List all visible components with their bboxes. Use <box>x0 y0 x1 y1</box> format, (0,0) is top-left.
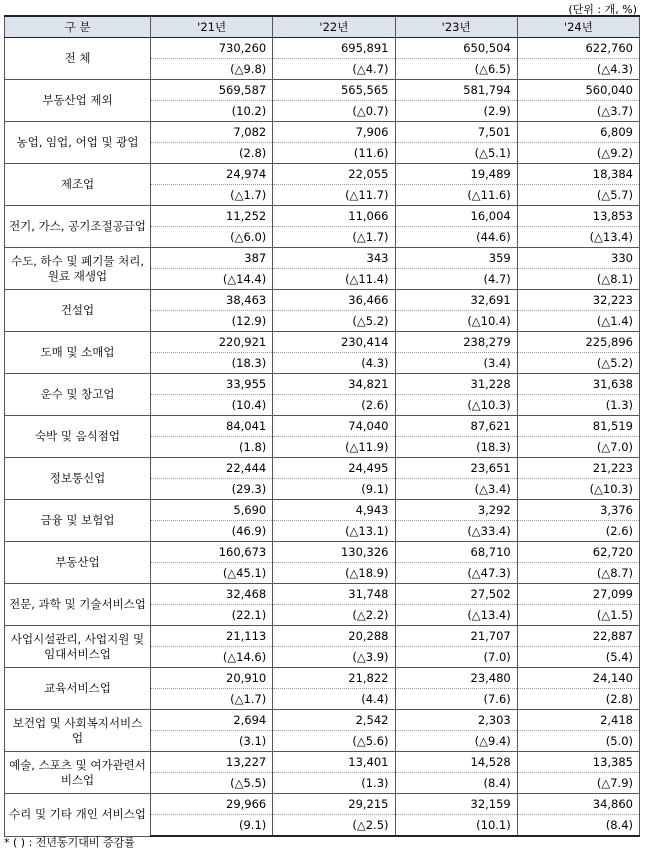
count-value: 581,794 <box>395 80 517 101</box>
change-rate-value: (4.7) <box>395 269 517 290</box>
industry-label: 수도, 하수 및 폐기물 처리, 원료 재생업 <box>5 248 151 290</box>
count-value: 81,519 <box>517 416 639 437</box>
change-rate-value: (△0.7) <box>273 101 395 122</box>
count-value: 22,055 <box>273 164 395 185</box>
change-rate-value: (△7.9) <box>517 773 639 794</box>
table-row <box>5 332 640 353</box>
change-rate-value: (2.8) <box>151 143 273 164</box>
change-rate-value: (△11.9) <box>273 437 395 458</box>
industry-label: 예술, 스포츠 및 여가관련서비스업 <box>5 752 151 794</box>
change-rate-value: (3.1) <box>151 731 273 752</box>
count-value: 38,463 <box>151 290 273 311</box>
count-value: 2,418 <box>517 710 639 731</box>
count-value: 24,495 <box>273 458 395 479</box>
change-rate-value: (△10.3) <box>395 395 517 416</box>
count-value: 16,004 <box>395 206 517 227</box>
change-rate-value: (△5.5) <box>151 773 273 794</box>
count-value: 84,041 <box>151 416 273 437</box>
count-value: 32,468 <box>151 584 273 605</box>
count-value: 11,066 <box>273 206 395 227</box>
change-rate-value: (△11.6) <box>395 185 517 206</box>
count-value: 695,891 <box>273 38 395 59</box>
count-value: 33,955 <box>151 374 273 395</box>
count-value: 29,215 <box>273 794 395 815</box>
change-rate-value: (8.4) <box>517 815 639 837</box>
change-rate-value: (△3.7) <box>517 101 639 122</box>
change-rate-value: (△4.7) <box>273 59 395 80</box>
year-header: '23년 <box>395 16 517 38</box>
change-rate-value: (△1.7) <box>151 185 273 206</box>
change-rate-value: (2.9) <box>395 101 517 122</box>
table-row <box>5 626 640 647</box>
count-value: 6,809 <box>517 122 639 143</box>
statistics-table <box>4 15 640 837</box>
change-rate-value: (△10.3) <box>517 479 639 500</box>
industry-label: 교육서비스업 <box>5 668 151 710</box>
change-rate-value: (△5.2) <box>273 311 395 332</box>
count-value: 34,821 <box>273 374 395 395</box>
industry-label: 농업, 임업, 어업 및 광업 <box>5 122 151 164</box>
table-row <box>5 710 640 731</box>
count-value: 20,288 <box>273 626 395 647</box>
change-rate-value: (△5.1) <box>395 143 517 164</box>
count-value: 31,638 <box>517 374 639 395</box>
industry-label: 금융 및 보험업 <box>5 500 151 542</box>
year-header: '24년 <box>517 16 639 38</box>
table-row <box>5 752 640 773</box>
count-value: 23,651 <box>395 458 517 479</box>
change-rate-value: (△2.2) <box>273 605 395 626</box>
industry-label: 부동산업 <box>5 542 151 584</box>
count-value: 21,822 <box>273 668 395 689</box>
change-rate-value: (△2.5) <box>273 815 395 837</box>
change-rate-value: (△3.9) <box>273 647 395 668</box>
count-value: 560,040 <box>517 80 639 101</box>
industry-label: 운수 및 창고업 <box>5 374 151 416</box>
count-value: 68,710 <box>395 542 517 563</box>
change-rate-value: (12.9) <box>151 311 273 332</box>
change-rate-value: (10.1) <box>395 815 517 837</box>
count-value: 87,621 <box>395 416 517 437</box>
count-value: 359 <box>395 248 517 269</box>
change-rate-value: (1.3) <box>517 395 639 416</box>
count-value: 730,260 <box>151 38 273 59</box>
change-rate-value: (10.2) <box>151 101 273 122</box>
change-rate-value: (18.3) <box>395 437 517 458</box>
count-value: 2,303 <box>395 710 517 731</box>
count-value: 14,528 <box>395 752 517 773</box>
count-value: 27,099 <box>517 584 639 605</box>
change-rate-value: (△13.4) <box>395 605 517 626</box>
count-value: 36,466 <box>273 290 395 311</box>
change-rate-value: (△9.2) <box>517 143 639 164</box>
change-rate-value: (10.4) <box>151 395 273 416</box>
change-rate-value: (△18.9) <box>273 563 395 584</box>
change-rate-value: (1.3) <box>273 773 395 794</box>
change-rate-value: (△1.7) <box>151 689 273 710</box>
change-rate-value: (22.1) <box>151 605 273 626</box>
change-rate-value: (△9.8) <box>151 59 273 80</box>
table-body <box>5 38 640 837</box>
change-rate-value: (△10.4) <box>395 311 517 332</box>
change-rate-value: (△45.1) <box>151 563 273 584</box>
industry-label: 보건업 및 사회복지서비스업 <box>5 710 151 752</box>
count-value: 74,040 <box>273 416 395 437</box>
count-value: 387 <box>151 248 273 269</box>
industry-label: 수리 및 기타 개인 서비스업 <box>5 794 151 837</box>
change-rate-value: (△5.7) <box>517 185 639 206</box>
count-value: 24,974 <box>151 164 273 185</box>
count-value: 650,504 <box>395 38 517 59</box>
count-value: 32,223 <box>517 290 639 311</box>
count-value: 225,896 <box>517 332 639 353</box>
change-rate-value: (△47.3) <box>395 563 517 584</box>
count-value: 32,159 <box>395 794 517 815</box>
count-value: 13,227 <box>151 752 273 773</box>
count-value: 32,691 <box>395 290 517 311</box>
count-value: 2,542 <box>273 710 395 731</box>
table-row <box>5 248 640 269</box>
industry-label: 도매 및 소매업 <box>5 332 151 374</box>
table-row <box>5 416 640 437</box>
count-value: 3,376 <box>517 500 639 521</box>
table-row <box>5 584 640 605</box>
change-rate-value: (△4.3) <box>517 59 639 80</box>
change-rate-value: (4.4) <box>273 689 395 710</box>
count-value: 13,401 <box>273 752 395 773</box>
industry-label: 건설업 <box>5 290 151 332</box>
change-rate-value: (△14.6) <box>151 647 273 668</box>
count-value: 24,140 <box>517 668 639 689</box>
count-value: 622,760 <box>517 38 639 59</box>
table-row <box>5 290 640 311</box>
count-value: 238,279 <box>395 332 517 353</box>
change-rate-value: (5.0) <box>517 731 639 752</box>
industry-label: 전기, 가스, 공기조절공급업 <box>5 206 151 248</box>
change-rate-value: (8.4) <box>395 773 517 794</box>
change-rate-value: (5.4) <box>517 647 639 668</box>
year-header: '21년 <box>151 16 273 38</box>
table-row <box>5 374 640 395</box>
change-rate-value: (7.6) <box>395 689 517 710</box>
table-row <box>5 122 640 143</box>
count-value: 27,502 <box>395 584 517 605</box>
count-value: 565,565 <box>273 80 395 101</box>
change-rate-value: (△11.7) <box>273 185 395 206</box>
count-value: 31,228 <box>395 374 517 395</box>
count-value: 3,292 <box>395 500 517 521</box>
change-rate-value: (△3.4) <box>395 479 517 500</box>
count-value: 31,748 <box>273 584 395 605</box>
change-rate-value: (4.3) <box>273 353 395 374</box>
count-value: 21,223 <box>517 458 639 479</box>
count-value: 2,694 <box>151 710 273 731</box>
year-header: '22년 <box>273 16 395 38</box>
unit-note: (단위 : 개, %) <box>568 3 637 16</box>
change-rate-value: (18.3) <box>151 353 273 374</box>
count-value: 4,943 <box>273 500 395 521</box>
change-rate-value: (△1.4) <box>517 311 639 332</box>
count-value: 5,690 <box>151 500 273 521</box>
footnote: * ( ) : 전년동기대비 증감률 <box>4 836 135 849</box>
count-value: 330 <box>517 248 639 269</box>
change-rate-value: (44.6) <box>395 227 517 248</box>
industry-label: 정보통신업 <box>5 458 151 500</box>
change-rate-value: (△8.1) <box>517 269 639 290</box>
count-value: 160,673 <box>151 542 273 563</box>
count-value: 220,921 <box>151 332 273 353</box>
change-rate-value: (29.3) <box>151 479 273 500</box>
table-row <box>5 542 640 563</box>
change-rate-value: (△11.4) <box>273 269 395 290</box>
count-value: 62,720 <box>517 542 639 563</box>
industry-label: 전 체 <box>5 38 151 80</box>
change-rate-value: (2.6) <box>273 395 395 416</box>
change-rate-value: (△13.1) <box>273 521 395 542</box>
count-value: 7,906 <box>273 122 395 143</box>
change-rate-value: (△13.4) <box>517 227 639 248</box>
count-value: 343 <box>273 248 395 269</box>
change-rate-value: (9.1) <box>151 815 273 837</box>
count-value: 34,860 <box>517 794 639 815</box>
change-rate-value: (△7.0) <box>517 437 639 458</box>
change-rate-value: (△8.7) <box>517 563 639 584</box>
change-rate-value: (1.8) <box>151 437 273 458</box>
industry-label: 숙박 및 음식점업 <box>5 416 151 458</box>
industry-label: 부동산업 제외 <box>5 80 151 122</box>
change-rate-value: (11.6) <box>273 143 395 164</box>
change-rate-value: (△6.0) <box>151 227 273 248</box>
count-value: 20,910 <box>151 668 273 689</box>
change-rate-value: (△14.4) <box>151 269 273 290</box>
count-value: 18,384 <box>517 164 639 185</box>
table-row <box>5 38 640 59</box>
change-rate-value: (△5.6) <box>273 731 395 752</box>
change-rate-value: (△5.2) <box>517 353 639 374</box>
count-value: 21,707 <box>395 626 517 647</box>
count-value: 22,444 <box>151 458 273 479</box>
change-rate-value: (2.6) <box>517 521 639 542</box>
table-row <box>5 500 640 521</box>
count-value: 130,326 <box>273 542 395 563</box>
count-value: 13,385 <box>517 752 639 773</box>
change-rate-value: (3.4) <box>395 353 517 374</box>
change-rate-value: (△1.5) <box>517 605 639 626</box>
change-rate-value: (46.9) <box>151 521 273 542</box>
count-value: 13,853 <box>517 206 639 227</box>
industry-label: 제조업 <box>5 164 151 206</box>
table-row <box>5 164 640 185</box>
count-value: 11,252 <box>151 206 273 227</box>
change-rate-value: (△33.4) <box>395 521 517 542</box>
count-value: 21,113 <box>151 626 273 647</box>
table-row <box>5 458 640 479</box>
table-row <box>5 668 640 689</box>
count-value: 569,587 <box>151 80 273 101</box>
industry-label: 전문, 과학 및 기술서비스업 <box>5 584 151 626</box>
count-value: 19,489 <box>395 164 517 185</box>
count-value: 23,480 <box>395 668 517 689</box>
count-value: 7,082 <box>151 122 273 143</box>
change-rate-value: (△6.5) <box>395 59 517 80</box>
table-row <box>5 80 640 101</box>
industry-label: 사업시설관리, 사업지원 및 임대서비스업 <box>5 626 151 668</box>
change-rate-value: (7.0) <box>395 647 517 668</box>
category-header: 구 분 <box>5 16 151 38</box>
count-value: 7,501 <box>395 122 517 143</box>
change-rate-value: (9.1) <box>273 479 395 500</box>
count-value: 22,887 <box>517 626 639 647</box>
change-rate-value: (2.8) <box>517 689 639 710</box>
table-row <box>5 794 640 815</box>
change-rate-value: (△9.4) <box>395 731 517 752</box>
table-row <box>5 206 640 227</box>
table-header-row <box>5 16 640 38</box>
change-rate-value: (△1.7) <box>273 227 395 248</box>
count-value: 230,414 <box>273 332 395 353</box>
count-value: 29,966 <box>151 794 273 815</box>
